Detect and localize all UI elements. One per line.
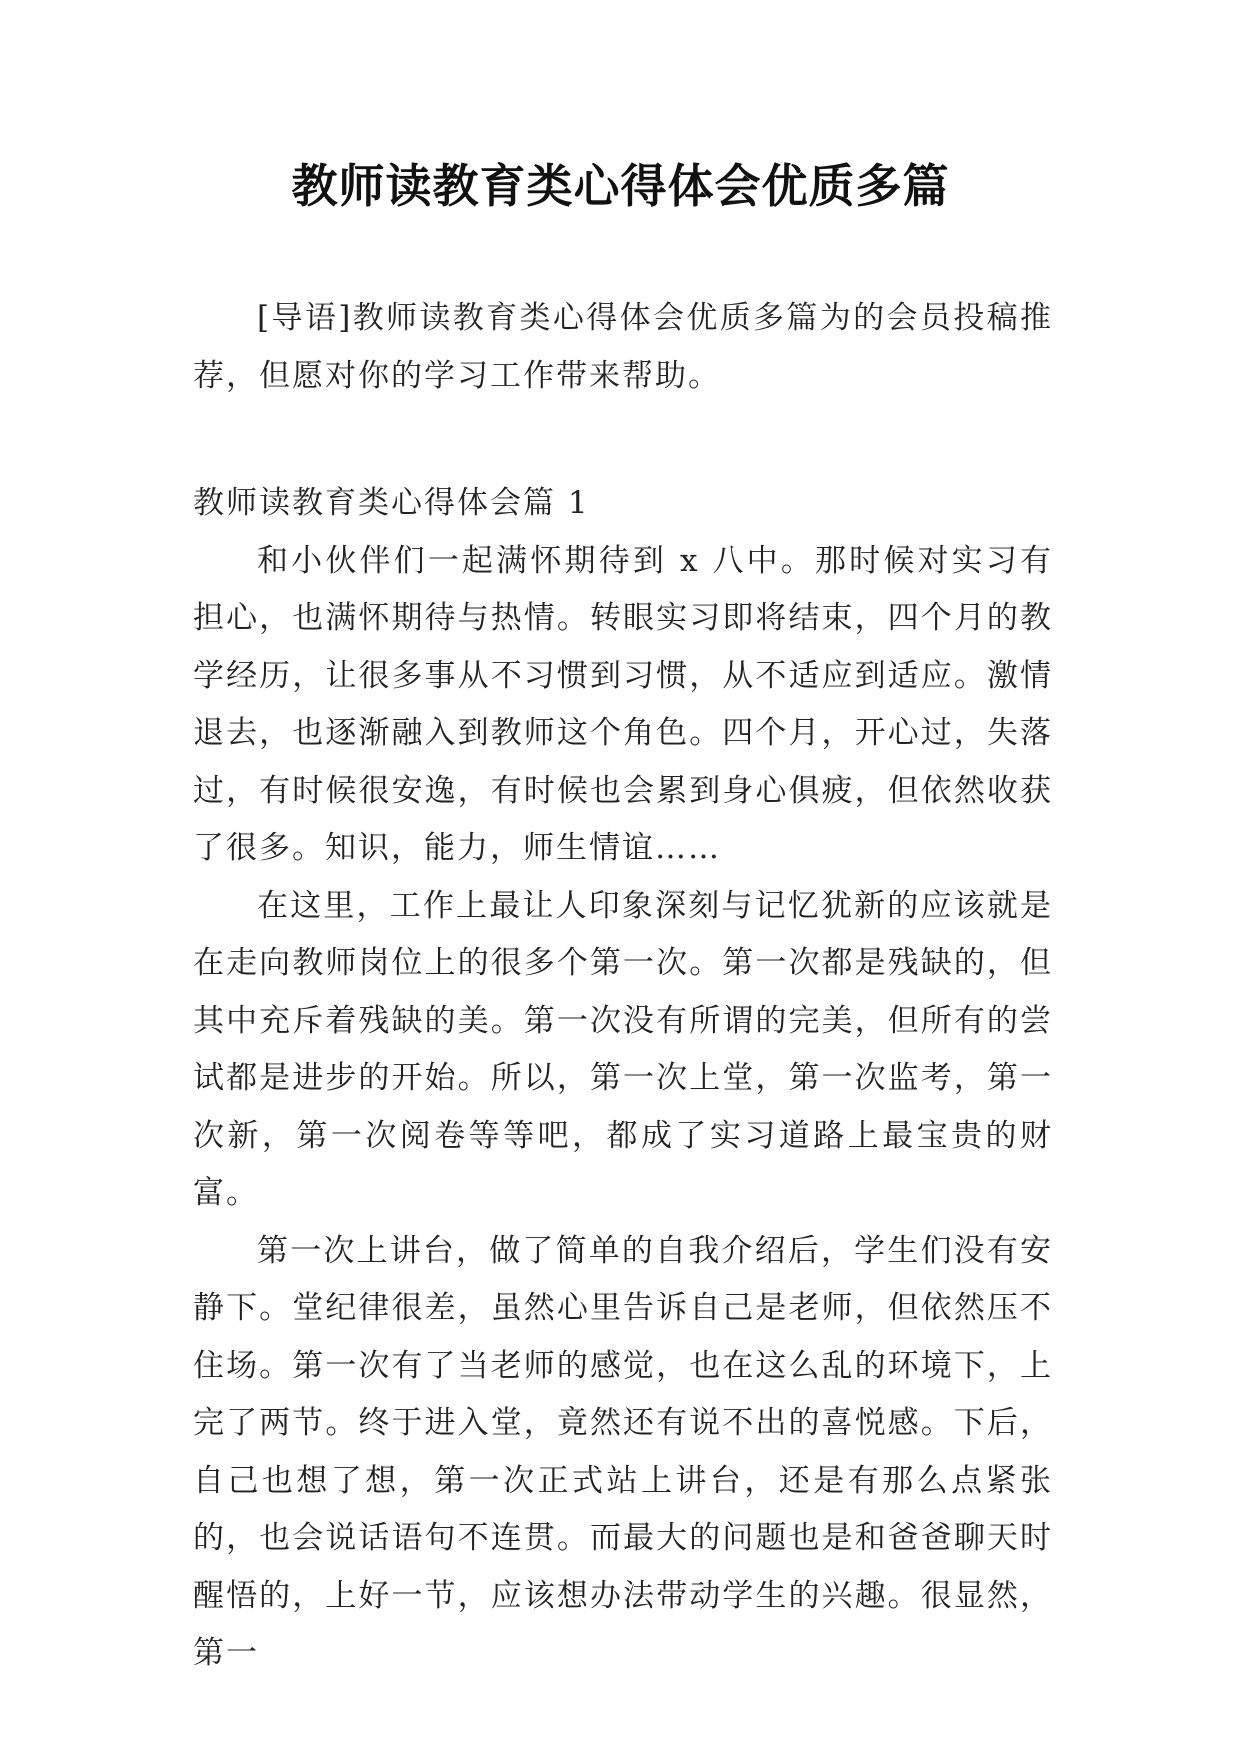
body-paragraph-2: 在这里，工作上最让人印象深刻与记忆犹新的应该就是在走向教师岗位上的很多个第一次。第一次都是残缺的，但其中充斥着残缺的美。第一次没有所谓的完美，但所有的尝试都是进步的开始。所以，第一次上堂，第一次监考，第一次新，第一次阅卷等等吧，都成了实习道路上最宝贵的财富。	[193, 887, 1053, 1211]
intro-paragraph: [导语]教师读教育类心得体会优质多篇为的会员投稿推荐，但愿对你的学习工作带来帮助。	[193, 300, 1053, 394]
section-heading: 教师读教育类心得体会篇 1	[193, 485, 590, 521]
document-title: 教师读教育类心得体会优质多篇	[291, 159, 950, 213]
document-body	[193, 290, 1053, 1683]
body-paragraph-1: 和小伙伴们一起满怀期待到 x 八中。那时候对实习有担心，也满怀期待与热情。转眼实习即将结束，四个月的教学经历，让很多事从不习惯到习惯，从不适应到适应。激情退去，也逐渐融入到教师这个角色。四个月，开心过，失落过，有时候很安逸，有时候也会累到身心俱疲，但依然收获了很多。知识，能力，师生情谊……	[193, 542, 1053, 866]
body-paragraph-3: 第一次上讲台，做了简单的自我介绍后，学生们没有安静下。堂纪律很差，虽然心里告诉自己是老师，但依然压不住场。第一次有了当老师的感觉，也在这么乱的环境下，上完了两节。终于进入堂，竟然还有说不出的喜悦感。下后，自己也想了想，第一次正式站上讲台，还是有那么点紧张的，也会说话语句不连贯。而最大的问题也是和爸爸聊天时醒悟的，上好一节，应该想办法带动学生的兴趣。很显然，第一	[193, 1232, 1053, 1671]
